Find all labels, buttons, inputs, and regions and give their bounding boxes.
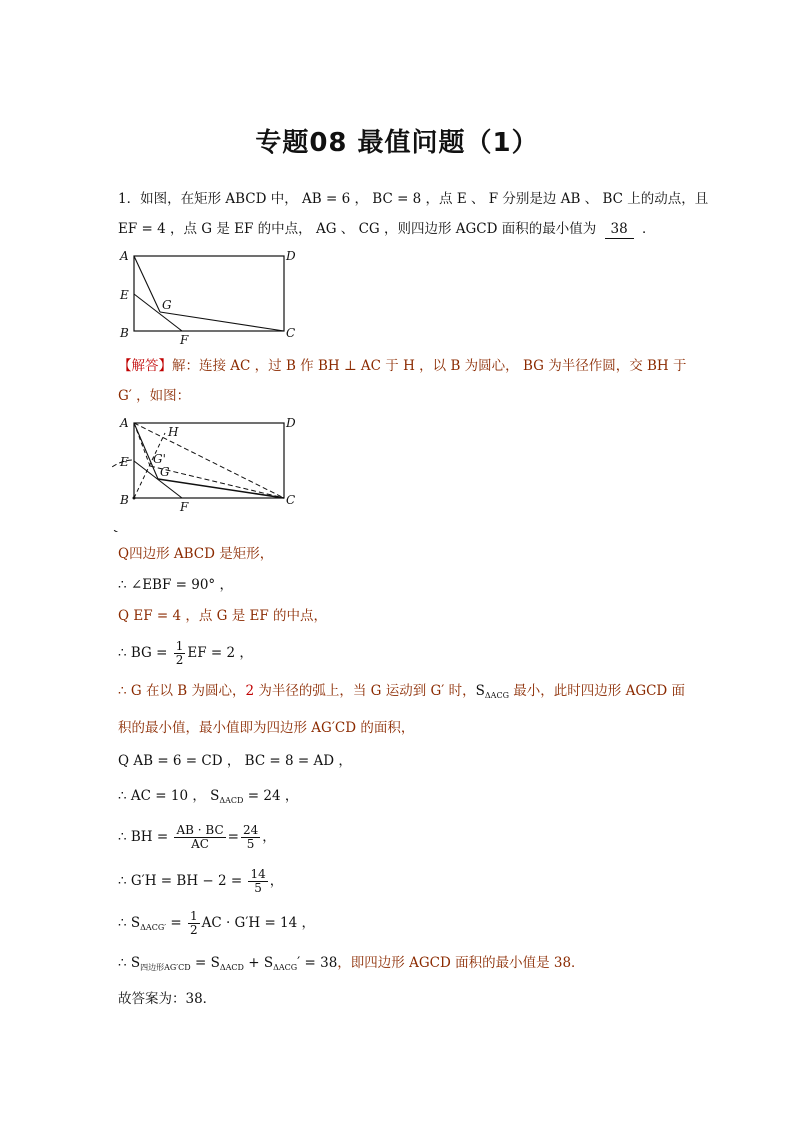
step-6: 积的最小值，最小值即为四边形 AG′CD 的面积， [118, 720, 415, 736]
step-12 [118, 954, 585, 977]
step-10-num: 14 [250, 867, 266, 881]
answer-blank: 38 [605, 220, 634, 239]
step-12-sub1: 四边形AG′CD [140, 963, 191, 972]
problem-line-2-text: EF = 4 ，点 G 是 EF 的中点， AG 、 CG ，则四边形 AGCD 面积的最小值为 [118, 221, 597, 237]
figure-2 [112, 412, 312, 532]
solution-line-2: G′ ，如图： [118, 388, 191, 404]
step-8-post: = 24 ， [243, 788, 299, 804]
step-10-den: 5 [254, 881, 262, 895]
step-10-pre: ∴ G′H = BH − 2 = [118, 873, 243, 889]
page-title: 专题08 最值问题（1） [255, 128, 539, 158]
step-11-den: 2 [189, 923, 198, 937]
solution-line-1 [118, 357, 686, 375]
fig1-label-D: D [286, 249, 296, 263]
step-12-mid: = S [190, 955, 220, 971]
step-12-sub3: ΔACG [273, 963, 298, 972]
step-8-pre: ∴ AC = 10 ， [118, 788, 206, 804]
step-12-mid2: + S [243, 955, 274, 971]
step-10-fraction [248, 868, 267, 895]
step-9-den: AC [191, 837, 209, 851]
figure-1 [112, 245, 312, 345]
fig1-line-EF [134, 294, 182, 331]
step-10-post: ， [269, 873, 284, 889]
fig2-label-D: D [286, 416, 296, 430]
step-8-sub: ΔACD [219, 796, 244, 805]
fig1-label-E: E [120, 288, 129, 302]
problem-line-2-end: ． [642, 221, 656, 237]
fig1-label-C: C [286, 326, 296, 340]
step-5-c: 为半径的弧上，当 G 运动到 G′ 时， [254, 683, 476, 699]
step-9-fraction-2 [241, 824, 260, 851]
fig1-label-F: F [180, 333, 189, 345]
step-5-a: ∴ G 在以 B 为圆心， [118, 683, 246, 699]
fig2-label-A: A [120, 416, 129, 430]
step-8 [118, 787, 298, 810]
step-4-post: EF = 2 ， [187, 645, 253, 661]
step-13: 故答案为：38． [118, 991, 217, 1007]
solution-tag: 【解答】 [118, 358, 172, 374]
step-9-eq: = [227, 829, 239, 845]
step-11-s: S [130, 915, 141, 931]
step-4-num: 1 [175, 639, 184, 653]
step-12-post: ′ = 38 [297, 955, 338, 971]
step-4-pre: ∴ BG = [118, 645, 168, 661]
fig2-label-B: B [120, 493, 129, 507]
step-3: Q EF = 4 ，点 G 是 EF 的中点， [118, 608, 328, 624]
step-5 [118, 682, 685, 705]
problem-line-1: 1．如图，在矩形 ABCD 中， AB = 6 ， BC = 8 ，点 E 、 F 分别是边 AB 、 BC 上的动点，且 [118, 191, 709, 207]
step-11-eq: = [166, 915, 182, 931]
fig2-point-B [133, 497, 136, 500]
step-9-pre: ∴ BH = [118, 829, 169, 845]
step-7: Q AB = 6 = CD ， BC = 8 = AD ， [118, 753, 352, 769]
step-11-num: 1 [189, 909, 198, 923]
fig2-label-H: H [168, 425, 179, 439]
step-11-post: AC · G′H = 14 ， [201, 915, 316, 931]
step-4-den: 2 [175, 653, 184, 667]
fig2-label-G: G [160, 465, 170, 479]
step-12-sub2: ΔACD [219, 963, 244, 972]
fig2-label-E: E [120, 455, 129, 469]
step-11 [118, 910, 315, 937]
solution-head: 解：连接 AC ，过 B 作 BH ⊥ AC 于 H ，以 B 为圆心， BG 为半径作圆，交 BH 于 [172, 358, 687, 374]
step-11-sub: ΔACG′ [140, 923, 167, 932]
step-12-pre: ∴ [118, 955, 127, 971]
step-11-fraction [188, 910, 200, 937]
step-9-num: AB · BC [176, 823, 224, 837]
step-9-post: ， [262, 829, 276, 845]
fig2-label-F: F [180, 500, 189, 514]
step-9-fraction-1 [174, 824, 225, 851]
fig2-label-Gprime: G' [153, 452, 166, 466]
step-9 [118, 824, 276, 851]
fig1-label-G: G [162, 298, 172, 312]
step-12-s: S [130, 955, 141, 971]
step-1: Q四边形 ABCD 是矩形， [118, 546, 274, 562]
step-5-s: S [475, 683, 485, 699]
fig1-label-A: A [120, 249, 129, 263]
step-9-den2: 5 [246, 837, 255, 851]
step-4-fraction [174, 640, 186, 667]
step-11-pre: ∴ [118, 915, 127, 931]
step-5-sub: ΔACG [484, 691, 509, 700]
step-12-tail: ，即四边形 AGCD 面积的最小值是 38． [337, 955, 585, 971]
step-2: ∴ ∠EBF = 90° ， [118, 577, 233, 593]
step-5-b: 2 [245, 683, 255, 699]
problem-line-2 [118, 220, 656, 239]
step-5-d: 最小，此时四边形 AGCD 面 [508, 683, 686, 699]
step-4 [118, 640, 253, 667]
step-8-s: S [210, 788, 220, 804]
fig2-line-GpC [150, 466, 284, 498]
step-10 [118, 868, 283, 895]
fig1-label-B: B [120, 326, 129, 340]
step-9-num2: 24 [242, 823, 259, 837]
fig2-label-C: C [286, 493, 296, 507]
